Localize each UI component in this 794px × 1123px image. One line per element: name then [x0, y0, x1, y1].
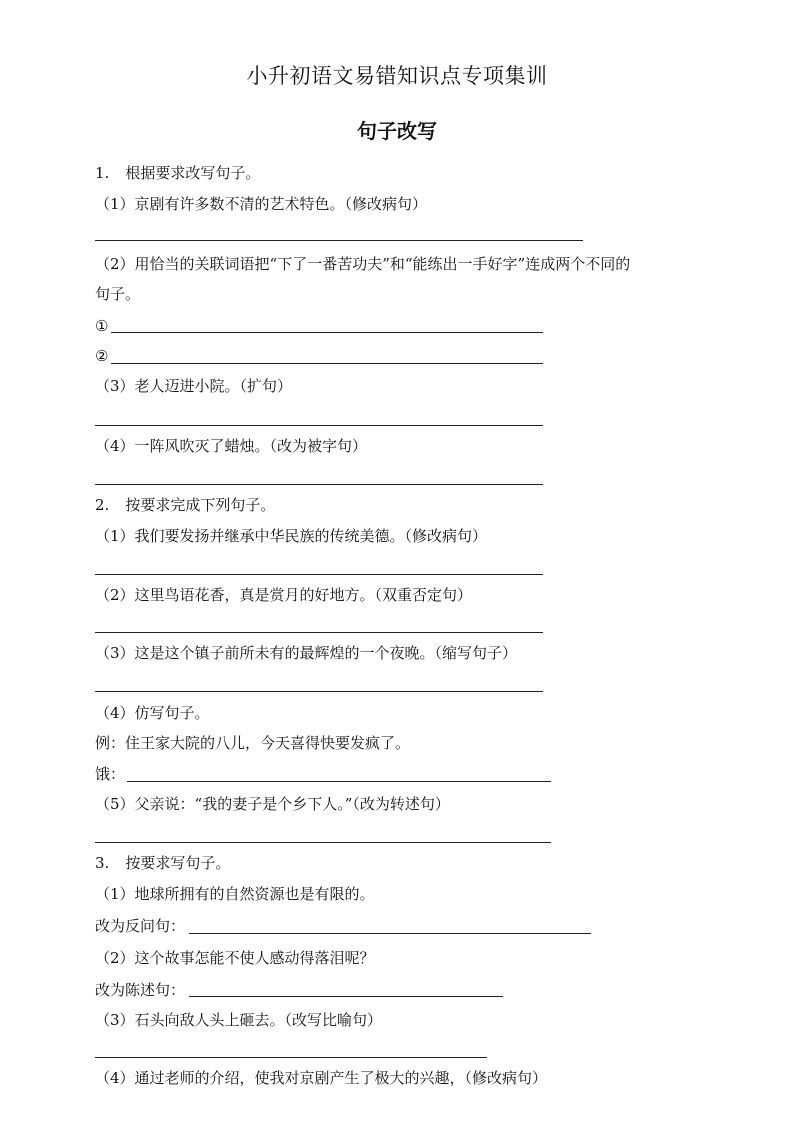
answer-line[interactable] [127, 781, 551, 782]
q2-item-5: （5）父亲说：“我的妻子是个乡下人。”（改为转述句） [95, 795, 450, 813]
worksheet-title: 小升初语文易错知识点专项集训 [246, 64, 548, 88]
answer-line[interactable] [95, 632, 543, 633]
q3-item-2: （2）这个故事怎能不使人感动得落泪呢？ [95, 949, 375, 967]
answer-line[interactable] [95, 484, 543, 485]
q2-item-4: （4）仿写句子。 [95, 704, 210, 722]
answer-line[interactable] [95, 691, 543, 692]
q2-item-1: （1）我们要发扬并继承中华民族的传统美德。（修改病句） [95, 527, 488, 545]
question-3-heading [95, 853, 230, 873]
answer-marker-2: ② [95, 347, 109, 365]
question-2-heading [95, 495, 275, 515]
section-title: 句子改写 [357, 119, 437, 143]
answer-marker-1: ① [95, 317, 109, 335]
q3-item-4: （4）通过老师的介绍，使我对京剧产生了极大的兴趣，（修改病句） [95, 1069, 548, 1087]
answer-line[interactable] [189, 996, 503, 997]
q2-hungry-label: 饿： [95, 765, 126, 783]
q1-item-4: （4）一阵风吹灭了蜡烛。（改为被字句） [95, 437, 368, 455]
answer-line[interactable] [111, 332, 543, 333]
q3-item-3: （3）石头向敌人头上砸去。（改写比喻句） [95, 1011, 383, 1029]
answer-line[interactable] [95, 1057, 487, 1058]
q3-declarative-label: 改为陈述句： [95, 981, 186, 999]
q3-rhetorical-label: 改为反问句： [95, 917, 186, 935]
q2-item-3: （3）这是这个镇子前所未有的最辉煌的一个夜晚。（缩写句子） [95, 644, 518, 662]
answer-line[interactable] [95, 425, 543, 426]
question-prompt: 按要求写句子。 [125, 854, 231, 872]
q1-item-3: （3）老人迈进小院。（扩句） [95, 377, 293, 395]
q2-item-2: （2）这里鸟语花香，真是赏月的好地方。（双重否定句） [95, 586, 473, 604]
answer-line[interactable] [95, 842, 551, 843]
question-1-heading [95, 163, 260, 183]
q1-item-2-cont: 句子。 [95, 285, 141, 303]
question-prompt: 根据要求改写句子。 [125, 164, 261, 182]
question-number: 3. [95, 854, 110, 872]
answer-line[interactable] [189, 933, 591, 934]
q2-example: 例：住王家大院的八儿，今天喜得快要发疯了。 [95, 734, 411, 752]
q1-item-2: （2）用恰当的关联词语把“下了一番苦功夫”和“能练出一手好字”连成两个不同的 [95, 255, 631, 273]
q1-item-1: （1）京剧有许多数不清的艺术特色。（修改病句） [95, 195, 428, 213]
q3-item-1: （1）地球所拥有的自然资源也是有限的。 [95, 885, 375, 903]
question-number: 1. [95, 164, 110, 182]
answer-line[interactable] [95, 574, 543, 575]
question-prompt: 按要求完成下列句子。 [125, 496, 276, 514]
answer-line[interactable] [111, 363, 543, 364]
answer-line[interactable] [95, 240, 583, 241]
question-number: 2. [95, 496, 110, 514]
